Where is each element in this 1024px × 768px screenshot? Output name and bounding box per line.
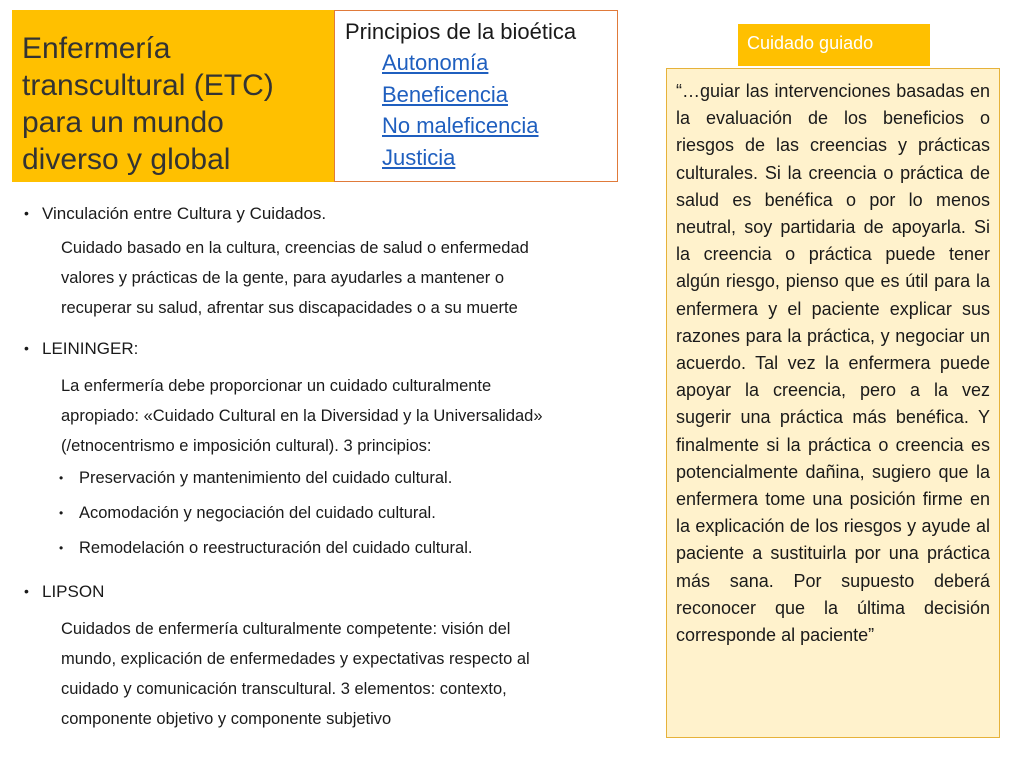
guided-care-quote: “…guiar las intervenciones basadas en la evaluación de los beneficios o riesgos de las creencias y prácticas culturales. Si la creencia o práctica de salud es benéfica o por lo menos neutral, soy partidaria de apoyarla. Si la creencia o práctica puede tener algún riesgo, pienso que es útil para la enfermera y el paciente explicar sus razones para la práctica, y negociar un acuerdo. Tal vez la enfermera puede apoyar la creencia, pero a la vez sugerir una práctica más benéfica. Y finalmente si la práctica o creencia es potencialmente dañina, sugiero que la enfermera tome una posición firme en la explicación de los riesgos y ayude al paciente a sustituirla por una práctica más sana. Por supuesto deberá reconocer que la última decisión corresponde al paciente” [676, 81, 990, 646]
paragraph-line: componente objetivo y componente subjetivo [61, 710, 392, 728]
paragraph-line: mundo, explicación de enfermedades y expectativas respecto al [61, 650, 530, 668]
sub-bullet-remodelacion: • Remodelación o reestructuración del cuidado cultural. [22, 531, 642, 566]
slide-title-line: Enfermería [22, 32, 171, 65]
title-panel [12, 10, 338, 182]
paragraph-line: apropiado: «Cuidado Cultural en la Diversidad y la Universalidad» [61, 407, 543, 425]
paragraph-line: valores y prácticas de la gente, para ayudarles a mantener o [61, 269, 505, 287]
principle-link-justicia[interactable]: Justicia [382, 144, 456, 170]
principle-item [382, 142, 607, 174]
slide-title-line: para un mundo [22, 106, 224, 139]
paragraph-line: La enfermería debe proporcionar un cuidado culturalmente [61, 377, 492, 395]
paragraph-line: cuidado y comunicación transcultural. 3 elementos: contexto, [61, 680, 507, 698]
bullet-lipson: • LIPSON [22, 578, 642, 605]
principle-item [382, 79, 607, 111]
main-content [22, 200, 642, 734]
bullet-culture-care: • Vinculación entre Cultura y Cuidados. [22, 200, 642, 227]
guided-care-quote-box [666, 68, 1000, 738]
principles-list [345, 47, 607, 173]
principles-heading: Principios de la bioética [345, 19, 577, 44]
bullet-leininger: • LEININGER: [22, 335, 642, 362]
paragraph-line: recuperar su salud, afrentar sus discapacidades o a su muerte [61, 299, 518, 317]
paragraph-line: (/etnocentrismo e imposición cultural). 3 principios: [61, 437, 432, 455]
guided-care-label: Cuidado guiado [738, 24, 930, 66]
sub-bullet-preservacion: • Preservación y mantenimiento del cuidado cultural. [22, 461, 642, 496]
slide-title-line: diverso y global [22, 143, 231, 176]
principle-link-no-maleficencia[interactable]: No maleficencia [382, 113, 539, 138]
principle-item [382, 47, 607, 79]
slide-title-line: transcultural (ETC) [22, 69, 274, 102]
sub-bullet-acomodacion: • Acomodación y negociación del cuidado cultural. [22, 496, 642, 531]
slide-title [22, 30, 330, 178]
paragraph-line: Cuidados de enfermería culturalmente competente: visión del [61, 620, 511, 638]
principle-link-beneficencia[interactable]: Beneficencia [382, 81, 508, 107]
bioethics-principles-box [334, 10, 618, 182]
principle-item [382, 110, 607, 142]
principle-link-autonomia[interactable]: Autonomía [382, 50, 489, 75]
paragraph-line: Cuidado basado en la cultura, creencias de salud o enfermedad [61, 239, 529, 257]
